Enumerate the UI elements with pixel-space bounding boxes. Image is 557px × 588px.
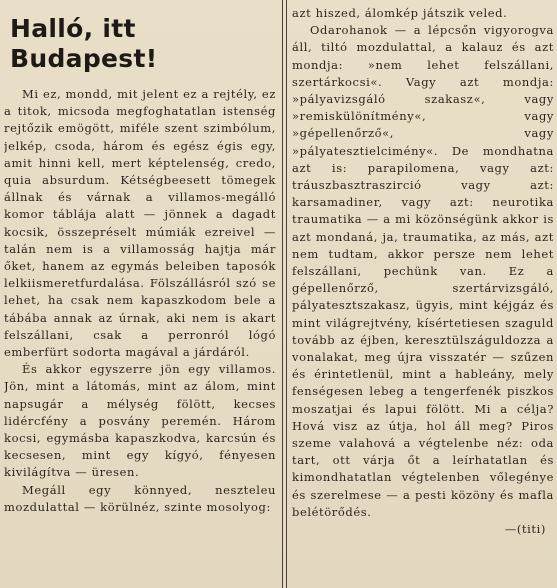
article-headline: Halló, itt Budapest! <box>10 14 158 73</box>
article-paragraph: Mi ez, mondd, mit jelent ez a rejtély, ez a titok, micsoda megfoghatatlan istenség rejtőzik emögött, miféle szent szimbólum, jelkép, csoda, három és egész égis egy, amit hinni kell, mert képtelenség, credo, quia absurdum. Kétségbeesett tömegek állnak és várnak a villamos-megálló komor táblája alatt — jönnek a dagadt kocsik, összepréselt múmiák ezreivel — talán nem is a villamosság hajtja már őket, hanem az egymás beleiben taposók lelkiismeretfurdalása. Fölszállásról szó se lehet, ha csak nem kapaszkodom bele a tábába annak az úrnak, aki nem is akart felszállani, csak a perronról lógó emberfürt sodorta magával a járdáról. <box>4 87 276 360</box>
left-column <box>4 0 276 588</box>
article-paragraph: azt hiszed, álomkép játszik veled. <box>292 6 508 20</box>
column-divider <box>282 0 287 588</box>
author-signature: —(titi) <box>504 522 546 537</box>
article-paragraph: Odarohanok — a lépcsőn vigyorogva áll, tiltó mozdulattal, a kalauz és azt mondja: »nem lehet felszállani, szertárkocsi«. Vagy azt mondja: »pályavizsgáló szakasz«, vagy »remiskülönítmény«, vagy »gépellenőrző«, vagy »pályatesztielcimény«. De mondhatna azt is: parapilomena, vagy azt: tráuszbasztraszirció vagy azt: karsamadiner, vagy azt: neurotika traumatika — a mi közönségünk akkor is azt mondaná, ja, traumatika, az más, azt nem tudtam, akkor persze nem lehet felszállani, pechünk van. Ez a gépellenőrző, szertárvizsgáló, pályatesztszakasz, ügyis, mint kéjgáz és mint világrejtvény, kísértetiesen szaguld tovább az éjben, keresztülszáguldozza a vonalakat, meg újra visszatér — szűzen és érintetlenül, mint a hableány, mely fenségesen lebeg a tengerfenék piszkos moszatjai és lapui fölött. Mi a célja? Hová visz az útja, hol áll meg? Piros szeme valahová a végtelenbe néz: oda tart, ott várja őt a leírhatatlan és kimondhatatlan végtelenben vőlegénye és szerelmese — a pesti közöny és mafla belétörődés. <box>292 23 554 519</box>
article-paragraph: És akkor egyszerre jön egy villamos. Jön, mint a látomás, mint az álom, mint napsugár a mélység fölött, kecses lidércfény a posvány peremén. Három kocsi, egymásba kapaszkodva, karcsún és kecsesen, mint egy kígyó, fényesen kivilágítva — üresen. <box>4 362 276 480</box>
right-column <box>292 0 554 588</box>
article-paragraph: Megáll egy könnyed, neszteleu mozdulattal — körülnéz, szinte mosolyog: <box>4 482 276 514</box>
